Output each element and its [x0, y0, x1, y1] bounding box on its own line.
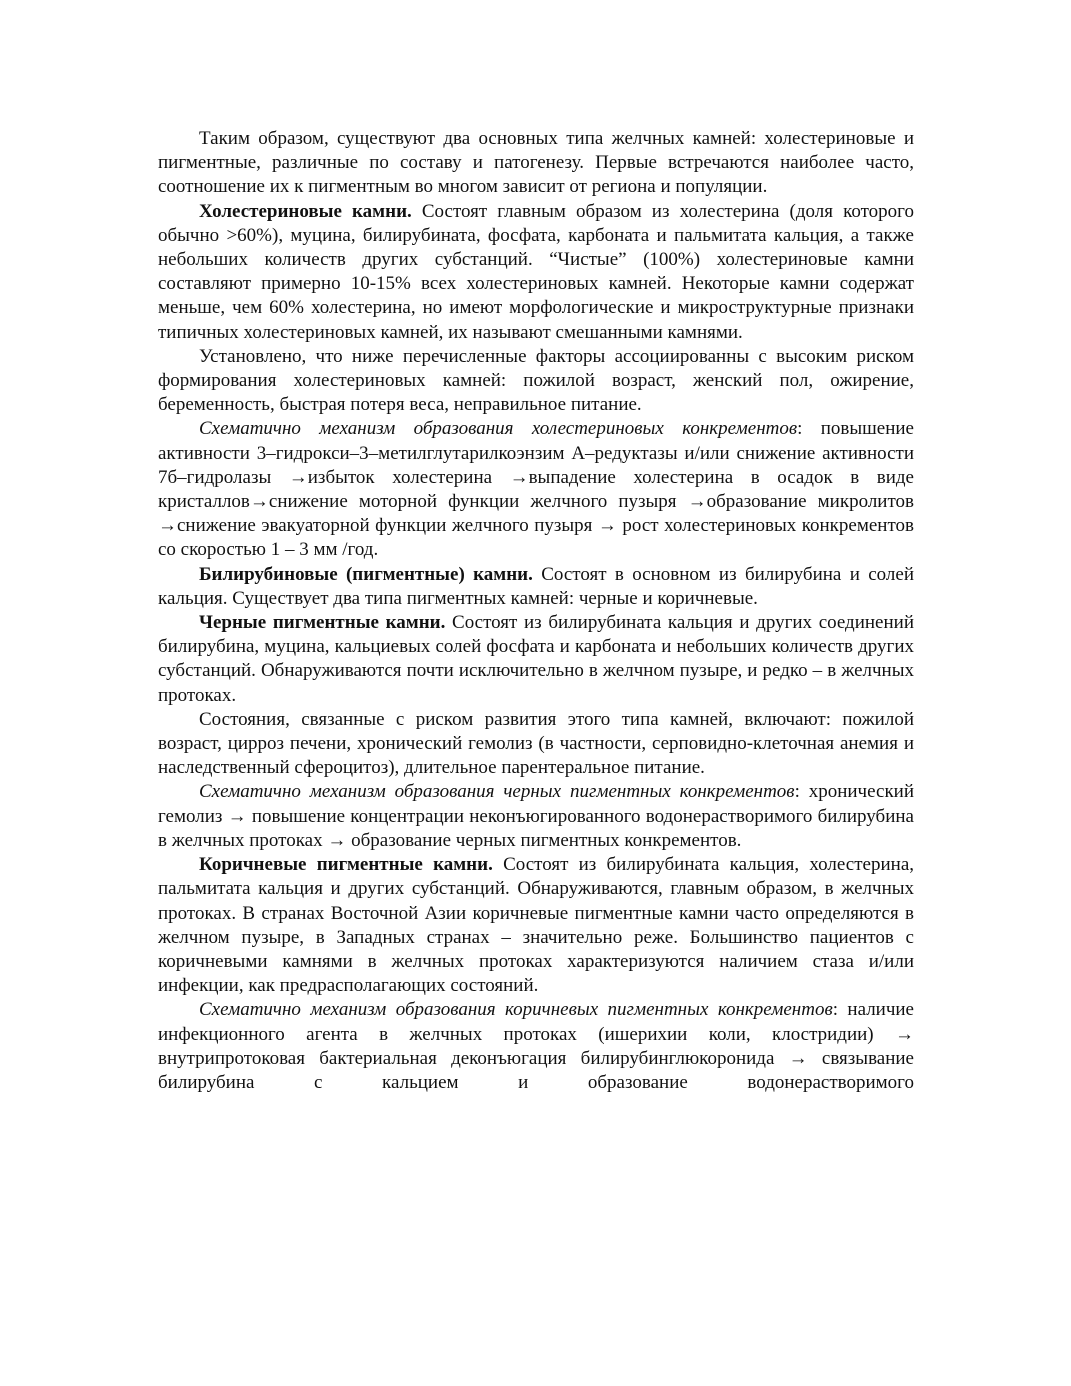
- mechanism-title: Схематично механизм образования холестериновых конкрементов: [199, 418, 798, 440]
- paragraph-text: Установлено, что ниже перечисленные факторы ассоциированны с высоким риском формирования холестериновых камней: пожилой возраст, женский пол, ожирение, беременность, быстрая потеря веса, неправильное питание.: [158, 345, 914, 416]
- paragraph-text: Состоят главным образом из холестерина (доля которого обычно >60%), муцина, билирубината, фосфата, карбоната и пальмитата кальция, а также небольших количеств других субстанций. “Чистые” (100%) холестериновые камни составляют примерно 10-15% всех холестериновых камней. Некоторые камни содержат меньше, чем 60% холестерина, но имеют морфологические и микроструктурные признаки типичных холестериновых камней, их называют смешанными камнями.: [158, 200, 914, 343]
- mechanism-title: Схематично механизм образования коричневых пигментных конкрементов: [199, 999, 833, 1021]
- paragraph-risk-factors: [158, 345, 914, 418]
- section-heading: Билирубиновые (пигментные) камни.: [199, 563, 533, 585]
- paragraph-black-pigment-stones: [158, 611, 914, 708]
- section-heading: Холестериновые камни.: [199, 200, 412, 222]
- paragraph-text: : наличие инфекционного агента в желчных протоках (ишерихии коли, клостридии) → внутрипротоковая бактериальная деконъюгация билирубинглюкоронида → связывание билирубина с кальцием и образование водонерастворимого: [158, 999, 914, 1093]
- paragraph-black-mechanism: [158, 780, 914, 853]
- paragraph-brown-pigment-stones: [158, 853, 914, 998]
- paragraph-black-risk-conditions: [158, 708, 914, 781]
- paragraph-brown-mechanism: [158, 998, 914, 1095]
- section-heading: Коричневые пигментные камни.: [199, 854, 493, 876]
- paragraph-text: Состоят из билирубината кальция и других соединений билирубина, муцина, кальциевых солей фосфата и карбоната и небольших количеств других субстанций. Обнаруживаются почти исключительно в желчном пузыре, и редко – в желчных протоках.: [158, 612, 914, 706]
- section-heading: Черные пигментные камни.: [199, 612, 446, 634]
- paragraph-text: Состоят в основном из билирубина и солей кальция. Существует два типа пигментных камней: черные и коричневые.: [158, 563, 914, 609]
- paragraph-text: Таким образом, существуют два основных типа желчных камней: холестериновые и пигментные, различные по составу и патогенезу. Первые встречаются наиболее часто, соотношение их к пигментным во многом зависит от региона и популяции.: [158, 128, 914, 198]
- mechanism-title: Схематично механизм образования черных пигментных конкрементов: [199, 781, 795, 803]
- paragraph-cholesterol-stones: [158, 200, 914, 345]
- paragraph-text: Состояния, связанные с риском развития этого типа камней, включают: пожилой возраст, цирроз печени, хронический гемолиз (в частности, серповидно-клеточная анемия и наследственный сфероцитоз), длительное парентеральное питание.: [158, 708, 914, 779]
- document-text: [158, 127, 914, 1095]
- paragraph-cholesterol-mechanism: [158, 417, 914, 562]
- paragraph-text: : хронический гемолиз → повышение концентрации неконъюгированного водонерастворимого билирубина в желчных протоках → образование черных пигментных конкрементов.: [158, 781, 915, 851]
- paragraph-text: : повышение активности 3–гидрокси–3–метилглутарилкоэнзим А–редуктазы и/или снижение активности 7б–гидролазы →избыток холестерина →выпадение холестерина в осадок в виде кристаллов→снижение моторной функции желчного пузыря →образование микролитов →снижение эвакуаторной функции желчного пузыря → рост холестериновых конкрементов со скоростью 1 – 3 мм /год.: [158, 418, 914, 561]
- paragraph-text: Состоят из билирубината кальция, холестерина, пальмитата кальция и других субстанций. Обнаруживаются, главным образом, в желчных протоках. В странах Восточной Азии коричневые пигментные камни часто определяются в желчном пузыре, в Западных странах – значительно реже. Большинство пациентов с коричневыми камнями в желчных протоках характеризуются наличием стаза и/или инфекции, как предрасполагающих состояний.: [158, 854, 914, 997]
- paragraph-intro: [158, 127, 914, 200]
- paragraph-bilirubin-stones: [158, 563, 914, 611]
